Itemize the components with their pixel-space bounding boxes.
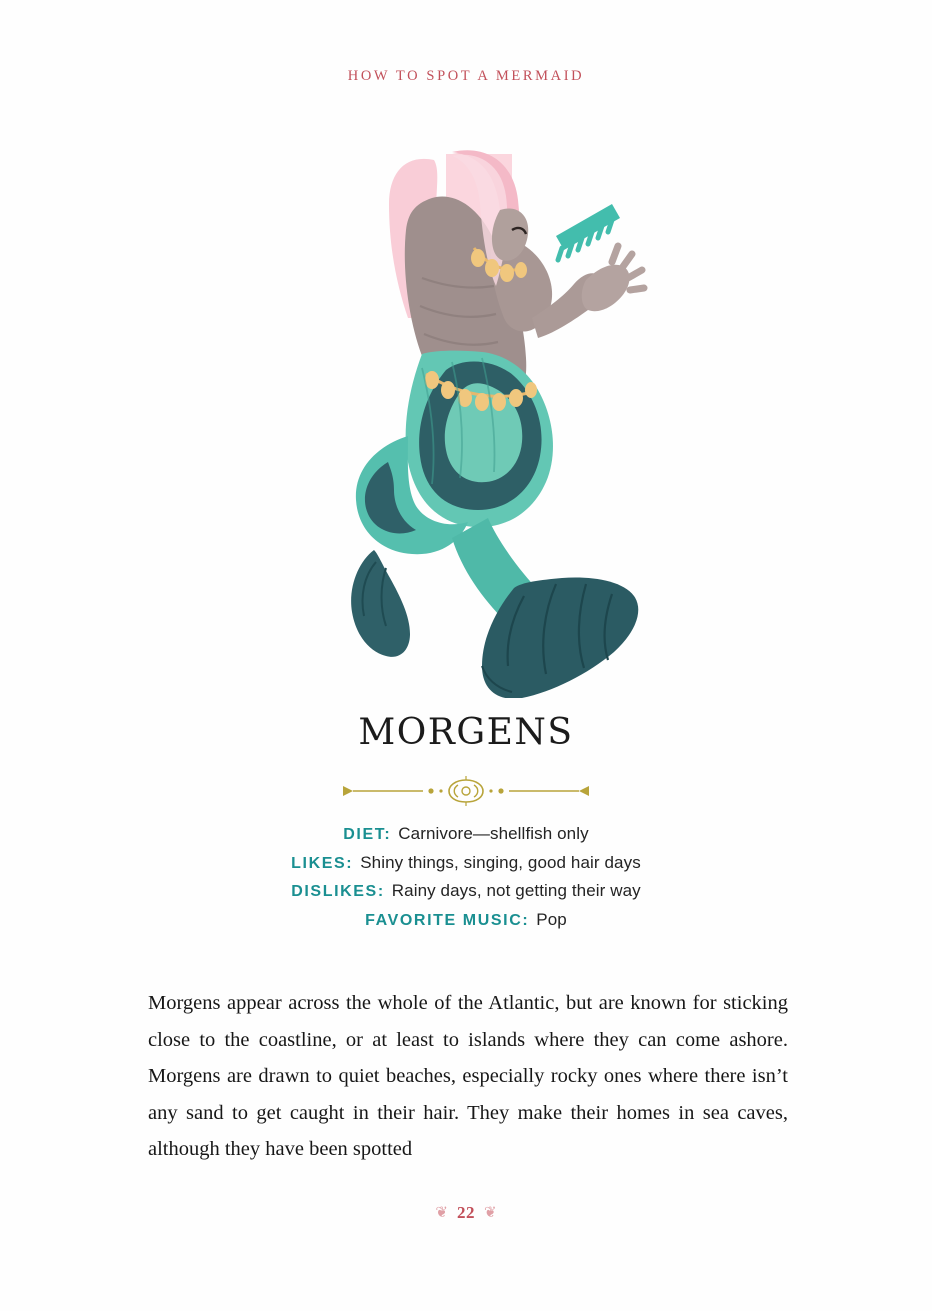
body-paragraph: Morgens appear across the whole of the Atlantic, but are known for sticking close to the coastline, or at least to islands where they can come ashore. Morgens are drawn to quiet beaches, especially rocky ones where there isn’t any sand to get caught in their hair. They make their homes in sea caves, although they have been spotted — [148, 992, 788, 1160]
stat-value: Carnivore—shellfish only — [398, 824, 589, 843]
running-header: HOW TO SPOT A MERMAID — [347, 68, 585, 84]
comb-icon — [553, 204, 620, 260]
floral-rule-ornament — [0, 776, 932, 806]
stat-value: Pop — [536, 909, 567, 929]
mermaid-tail — [351, 351, 638, 698]
stat-value: Rainy days, not getting their way — [391, 881, 641, 900]
stat-label: FAVORITE MUSIC: — [365, 911, 530, 929]
stat-label: DISLIKES: — [291, 883, 385, 900]
stat-row — [0, 910, 932, 930]
stat-row — [0, 853, 932, 873]
creature-name-heading: MORGENS — [358, 712, 574, 753]
stat-label: LIKES: — [291, 854, 354, 872]
body-text-block — [148, 985, 788, 1168]
stat-value: Shiny things, singing, good hair days — [360, 852, 641, 872]
stat-label: DIET: — [343, 826, 392, 843]
creature-stats-list — [0, 824, 932, 938]
stat-row — [0, 881, 932, 901]
page-folio — [0, 1203, 932, 1223]
page-number: 22 — [457, 1203, 475, 1222]
mermaid-combing-hair-illustration — [0, 118, 932, 698]
left-flourish-icon: ❦ — [435, 1204, 448, 1221]
right-flourish-icon: ❦ — [484, 1204, 497, 1221]
stat-row — [0, 824, 932, 844]
